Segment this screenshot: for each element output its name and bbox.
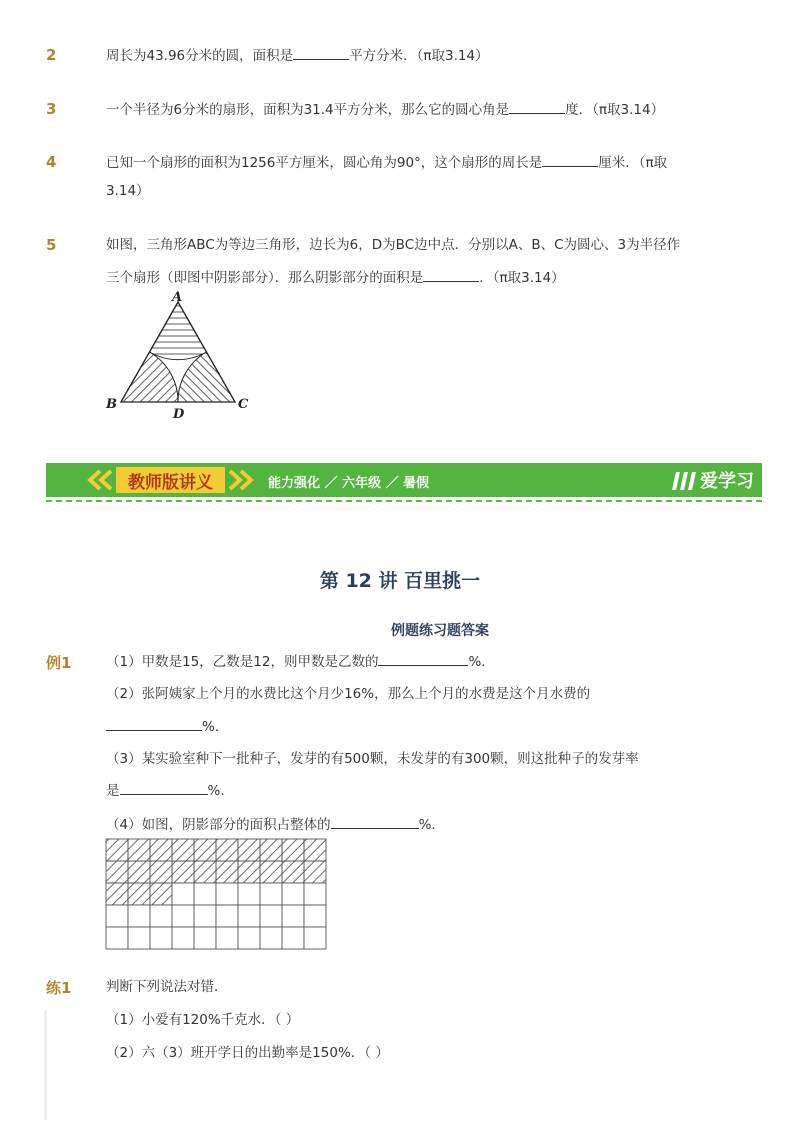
grid-cell xyxy=(128,927,150,949)
chevron-right-icon xyxy=(224,469,256,491)
question-text: 如图，三角形ABC为等边三角形，边长为6，D为BC边中点．分别以A、B、C为圆心、3为半径作 xyxy=(106,237,681,253)
grid-cell-shaded xyxy=(216,861,238,883)
grid-cell xyxy=(106,927,128,949)
answer-blank xyxy=(293,45,349,60)
grid-cell-shaded xyxy=(106,883,128,905)
example-tag: 例1 xyxy=(46,654,72,672)
question-text-after: 平方分米．（π取3.14） xyxy=(349,48,489,64)
answer-blank xyxy=(331,814,419,829)
grid-cell-shaded xyxy=(282,839,304,861)
question-text xyxy=(106,45,489,66)
grid-cell-shaded xyxy=(172,839,194,861)
margin-bar xyxy=(44,1010,47,1120)
grid-cell-shaded xyxy=(304,839,326,861)
grid-cell xyxy=(128,905,150,927)
question-text-before: 三个扇形（即图中阴影部分）．那么阴影部分的面积是 xyxy=(106,270,424,286)
lecture-subtitle: 例题练习题答案 xyxy=(391,623,489,639)
banner-meta: 能力强化 ／ 六年级 ／ 暑假 xyxy=(268,476,430,491)
answer-blank xyxy=(106,716,202,731)
vertex-label-c: C xyxy=(238,397,249,412)
example-item: （2）张阿姨家上个月的水费比这个月少16%，那么上个月的水费是这个月水费的 xyxy=(106,686,591,702)
grid-cell xyxy=(172,883,194,905)
grid-cell xyxy=(260,927,282,949)
grid-cell-shaded xyxy=(128,861,150,883)
grid-cell-shaded xyxy=(238,861,260,883)
grid-cell-shaded xyxy=(150,861,172,883)
grid-cell xyxy=(194,883,216,905)
example-item-prefix: 是 xyxy=(106,783,120,799)
percent-grid-figure xyxy=(105,838,329,952)
grid-cell-shaded xyxy=(128,883,150,905)
grid-cell xyxy=(238,883,260,905)
grid-cell xyxy=(150,927,172,949)
example-item-text: （1）甲数是15，乙数是12，则甲数是乙数的 xyxy=(106,654,379,670)
practice-item: （1）小爱有120%千克水．（ ） xyxy=(106,1012,300,1028)
question-text xyxy=(106,152,667,173)
grid-cell-shaded xyxy=(260,839,282,861)
question-number: 3 xyxy=(46,100,57,118)
vertex-label-a: A xyxy=(172,290,183,305)
grid-cell-shaded xyxy=(150,883,172,905)
example-item-line2 xyxy=(106,716,228,737)
example-item-suffix: %． xyxy=(418,817,445,833)
question-number: 2 xyxy=(46,46,57,64)
grid-cell xyxy=(304,905,326,927)
grid-cell xyxy=(282,883,304,905)
grid-cell xyxy=(260,905,282,927)
example-item: （3）某实验室种下一批种子，发芽的有500颗，未发芽的有300颗，则这批种子的发芽率 xyxy=(106,751,639,767)
example-item xyxy=(106,651,495,672)
question-text-before: 已知一个扇形的面积为1256平方厘米，圆心角为90°，这个扇形的周长是 xyxy=(106,155,543,171)
grid-cell-shaded xyxy=(282,861,304,883)
example-item-suffix: %． xyxy=(202,719,229,735)
grid-cell xyxy=(238,905,260,927)
grid-cell xyxy=(282,927,304,949)
grid-cell xyxy=(216,905,238,927)
divider xyxy=(46,500,762,502)
question-text xyxy=(106,99,664,120)
lecture-title: 第 12 讲 百里挑一 xyxy=(319,570,481,592)
question-text-before: 周长为43.96分米的圆，面积是 xyxy=(106,48,294,64)
example-item-suffix: %． xyxy=(207,783,234,799)
vertex-label-d: D xyxy=(173,407,185,422)
answer-blank xyxy=(423,267,479,282)
grid-cell xyxy=(216,927,238,949)
grid-cell-shaded xyxy=(304,861,326,883)
grid-cell xyxy=(150,905,172,927)
example-item-suffix: %． xyxy=(468,654,495,670)
grid-cell-shaded xyxy=(194,861,216,883)
answer-blank xyxy=(378,651,468,666)
brand-logo xyxy=(670,466,754,494)
grid-cell xyxy=(304,927,326,949)
chevron-left-icon xyxy=(84,469,116,491)
sector-a xyxy=(150,302,207,360)
question-text-after: 厘米．（π取 xyxy=(598,155,668,171)
practice-item: （2）六（3）班开学日的出勤率是150%．（ ） xyxy=(106,1045,389,1061)
grid-cell xyxy=(194,905,216,927)
practice-tag: 练1 xyxy=(46,979,72,997)
vertex-label-b: B xyxy=(106,397,117,412)
example-item xyxy=(106,814,445,835)
grid-cell xyxy=(216,883,238,905)
banner-title: 教师版讲义 xyxy=(116,467,225,493)
brand-logo-text: 爱学习 xyxy=(700,471,754,492)
grid-cell xyxy=(238,927,260,949)
grid-cell-shaded xyxy=(128,839,150,861)
grid-cell-shaded xyxy=(150,839,172,861)
grid-cell xyxy=(304,883,326,905)
question-number: 5 xyxy=(46,236,57,254)
grid-cell-shaded xyxy=(194,839,216,861)
answer-blank xyxy=(120,780,208,795)
answer-blank xyxy=(509,99,565,114)
question-text-after: 度．（π取3.14） xyxy=(565,102,665,118)
answer-blank xyxy=(542,152,598,167)
grid-cell xyxy=(106,905,128,927)
grid-cell-shaded xyxy=(172,861,194,883)
practice-intro: 判断下列说法对错． xyxy=(106,979,228,995)
question-text-before: 一个半径为6分米的扇形，面积为31.4平方分米，那么它的圆心角是 xyxy=(106,102,510,118)
grid-cell-shaded xyxy=(106,839,128,861)
grid-cell-shaded xyxy=(216,839,238,861)
grid-cell xyxy=(172,927,194,949)
question-text-after: ．（π取3.14） xyxy=(479,270,565,286)
grid-cell xyxy=(194,927,216,949)
grid-cell-shaded xyxy=(106,861,128,883)
grid-cell xyxy=(172,905,194,927)
question-number: 4 xyxy=(46,153,57,171)
grid-cell-shaded xyxy=(260,861,282,883)
grid-cell-shaded xyxy=(238,839,260,861)
question-text-line2: 3.14） xyxy=(106,183,150,199)
grid-cell xyxy=(260,883,282,905)
example-item-line2 xyxy=(106,780,234,801)
grid-cell xyxy=(282,905,304,927)
example-item-text: （4）如图，阴影部分的面积占整体的 xyxy=(106,817,331,833)
teacher-banner xyxy=(46,463,762,497)
brand-logo-icon xyxy=(670,468,700,492)
